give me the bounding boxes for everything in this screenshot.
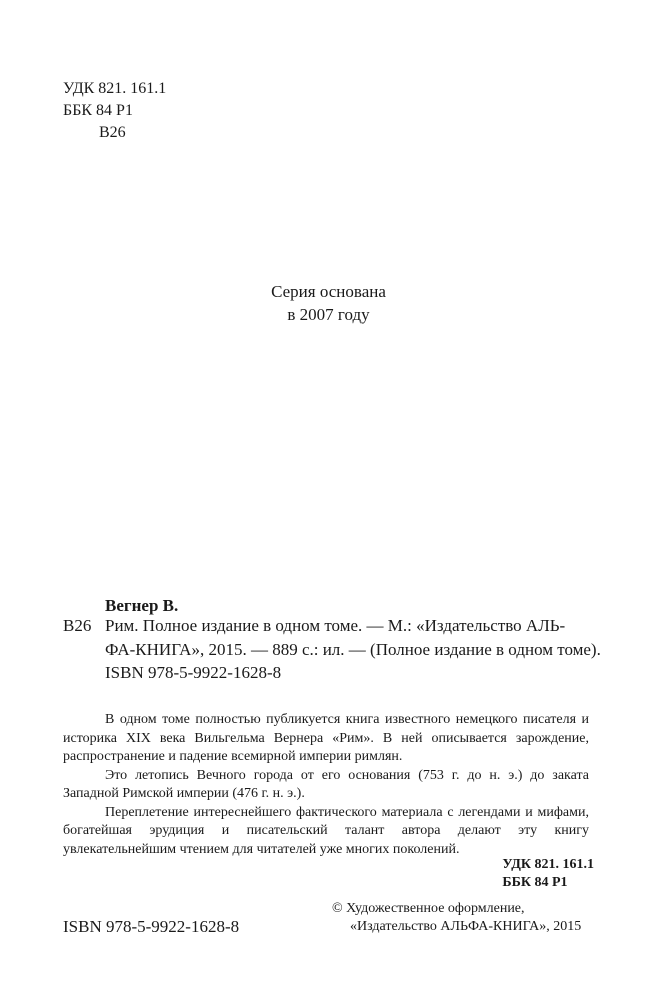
copyright-line-2: «Издательство АЛЬФА-КНИГА», 2015: [350, 919, 582, 934]
author-index: В26: [99, 124, 126, 141]
copyright-notice: [332, 900, 581, 936]
series-line-1: Серия основана: [271, 282, 386, 301]
annotation-paragraph-2: Это летопись Вечного города от его основания (753 г. до н. э.) до заката Западной Римской империи (476 г. н. э.).: [63, 767, 589, 801]
annotation-paragraph-3: Переплетение интереснейшего фактического материала с легендами и мифами, богатейшая эрудиция и писательский талант автора делают эту книгу увлекательнейшим чтением для читателей уже многих поколений.: [63, 804, 589, 857]
classification-codes: [63, 78, 166, 144]
author-heading: Вегнер В.: [105, 596, 179, 615]
series-line-2: в 2007 году: [287, 305, 370, 324]
udk-code: УДК 821. 161.1: [63, 80, 167, 97]
bib-line-2: ФА-КНИГА», 2015. — 889 с.: ил. — (Полное издание в одном томе).: [105, 640, 601, 659]
series-note: [0, 280, 657, 326]
copyright-line-1: © Художественное оформление,: [332, 901, 525, 916]
bibliographic-record: [63, 614, 601, 662]
footer-bbk: ББК 84 Р1: [502, 875, 568, 890]
footer-codes: [502, 856, 594, 892]
isbn-line: ISBN 978-5-9922-1628-8: [105, 663, 282, 682]
bib-line-1: Рим. Полное издание в одном томе. — М.: «Издательство АЛЬ-: [105, 616, 566, 635]
footer-isbn: ISBN 978-5-9922-1628-8: [63, 917, 240, 936]
annotation: [63, 711, 589, 859]
annotation-paragraph-1: В одном томе полностью публикуется книга известного немецкого писателя и историка XIX века Вильгельма Вернера «Рим». В ней описывается зарождение, распространение и падение всемирной империи римлян.: [63, 712, 589, 764]
bib-index: В26: [63, 616, 92, 635]
footer-udk: УДК 821. 161.1: [502, 857, 594, 872]
bbk-code: ББК 84 Р1: [63, 102, 133, 119]
